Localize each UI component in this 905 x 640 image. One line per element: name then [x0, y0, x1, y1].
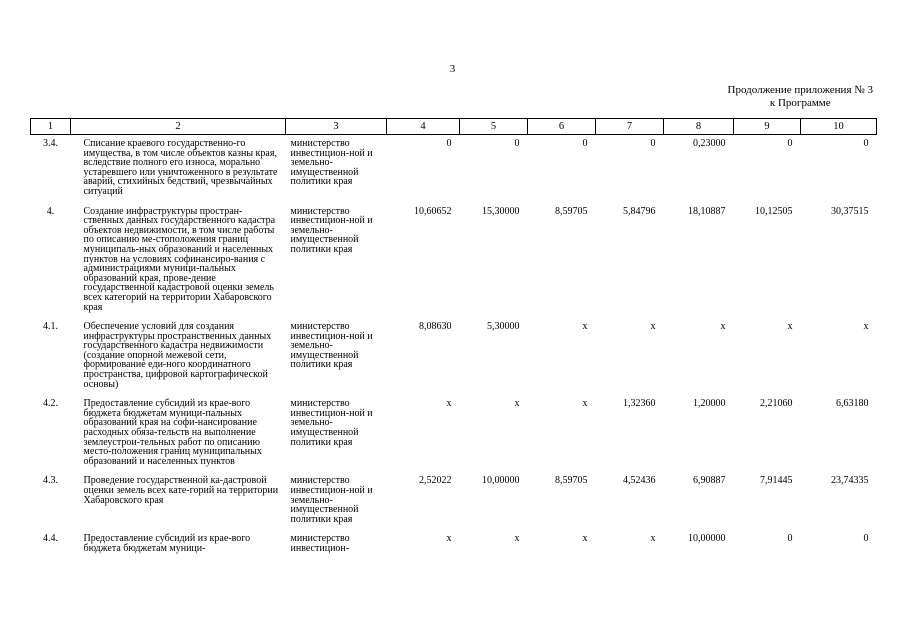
row-value: 0 — [514, 138, 520, 149]
column-header: 9 — [734, 119, 801, 135]
row-number: 4.2. — [43, 398, 58, 410]
row-name: Списание краевого государственно-го имущества, в том числе объектов казны края, вследствие полного его износа, морально устаревшего или уничтоженного в результате аварий, стихийных бедствий, чрезвычайных ситуаций — [83, 138, 278, 197]
row-value: 0 — [787, 138, 793, 149]
row-executor: министерство инвестицион-ной и земельно-имущественной политики края — [290, 138, 373, 188]
appendix-note-line1: Продолжение приложения № 3 — [727, 84, 873, 96]
row-number: 3.4. — [43, 138, 58, 149]
row-value: x — [582, 398, 588, 410]
row-value: 23,74335 — [831, 475, 869, 487]
row-value: x — [514, 398, 520, 410]
column-header: 10 — [801, 119, 877, 135]
row-value: 5,84796 — [623, 205, 656, 217]
row-value: 1,20000 — [693, 398, 726, 410]
row-value: 2,21060 — [760, 398, 793, 410]
row-value: 2,52022 — [419, 475, 452, 487]
row-value: x — [650, 321, 656, 333]
appendix-note-line2: к Программе — [769, 97, 831, 109]
column-header: 4 — [387, 119, 460, 135]
row-executor: министерство инвестицион-ной и земельно-имущественной политики края — [290, 398, 373, 448]
row-value: 0 — [446, 138, 452, 149]
row-number: 4.1. — [43, 321, 58, 333]
row-value: 1,32360 — [623, 398, 656, 410]
column-header-row — [31, 119, 877, 135]
row-value: 10,12505 — [755, 205, 793, 217]
row-executor: министерство инвестицион-ной и земельно-имущественной политики края — [290, 205, 373, 255]
row-value: x — [787, 321, 793, 333]
row-number: 4.4. — [43, 533, 58, 545]
column-header: 1 — [31, 119, 71, 135]
row-value: 0 — [863, 138, 869, 149]
row-name: Создание инфраструктуры простран-ственных данных государственного кадастра объектов недвижимости, в том числе работы по описанию ме-стоположения границ муниципаль-ных образований и населенных пунктов на условиях софинансиро-вания с администрациями муници-пальных образований края, прове-дение государственной кадастровой оценки земель всех категорий на территории Хабаровского края — [83, 205, 276, 313]
row-value: 0 — [863, 533, 869, 545]
column-header: 3 — [286, 119, 387, 135]
row-name: Проведение государственной ка-дастровой оценки земель всех кате-горий на территории Хабаровского края — [83, 475, 279, 506]
row-value: 10,00000 — [482, 475, 520, 487]
row-executor: министерство инвестицион- — [290, 533, 350, 554]
row-name: Обеспечение условий для создания инфраструктуры пространственных данных государственного кадастра недвижимости (создание опорной межевой сети, формирование еди-ного координатного пространства, цифровой картографической основы) — [83, 321, 272, 390]
row-value: 10,60652 — [414, 205, 452, 217]
row-value: 30,37515 — [831, 205, 869, 217]
row-name: Предоставление субсидий из крае-вого бюджета бюджетам муници- — [83, 533, 251, 554]
column-header: 2 — [71, 119, 286, 135]
row-value: x — [514, 533, 520, 545]
row-name: Предоставление субсидий из крае-вого бюджета бюджетам муници-пальных образований края на софи-нансирование расходных обяза-тельств на выполнение землеустрои-тельных работ по описанию место-положения границ муниципальных образований и населенных пунктов — [83, 398, 262, 467]
table-row — [31, 135, 877, 207]
row-value: 0 — [582, 138, 588, 149]
row-number: 4.3. — [43, 475, 58, 487]
row-value: x — [582, 533, 588, 545]
row-value: x — [863, 321, 869, 333]
row-value: 5,30000 — [487, 321, 520, 333]
row-value: 6,63180 — [836, 398, 869, 410]
row-value: 4,52436 — [623, 475, 656, 487]
row-value: 0 — [787, 533, 793, 545]
row-value: x — [446, 533, 452, 545]
row-executor: министерство инвестицион-ной и земельно-имущественной политики края — [290, 321, 373, 371]
table-row — [31, 399, 877, 476]
row-value: x — [650, 533, 656, 545]
row-value: 8,59705 — [555, 475, 588, 487]
row-number: 4. — [46, 205, 55, 217]
row-value: 10,00000 — [688, 533, 726, 545]
column-header: 8 — [664, 119, 734, 135]
page-number: 3 — [449, 63, 456, 75]
table-row — [31, 322, 877, 399]
row-executor: министерство инвестицион-ной и земельно-имущественной политики края — [290, 475, 373, 525]
appendix-note — [728, 84, 873, 110]
row-value: 0,23000 — [693, 138, 726, 149]
row-value: 7,91445 — [760, 475, 793, 487]
row-value: x — [446, 398, 452, 410]
program-table — [30, 118, 877, 564]
row-value: 15,30000 — [482, 205, 520, 217]
row-value: 0 — [650, 138, 656, 149]
column-header: 7 — [596, 119, 664, 135]
row-value: x — [720, 321, 726, 333]
table-row — [31, 534, 877, 563]
table-row — [31, 207, 877, 323]
column-header: 5 — [460, 119, 528, 135]
row-value: 8,08630 — [419, 321, 452, 333]
table-row — [31, 476, 877, 534]
row-value: 6,90887 — [693, 475, 726, 487]
row-value: 8,59705 — [555, 205, 588, 217]
column-header: 6 — [528, 119, 596, 135]
row-value: x — [582, 321, 588, 333]
row-value: 18,10887 — [688, 205, 726, 217]
